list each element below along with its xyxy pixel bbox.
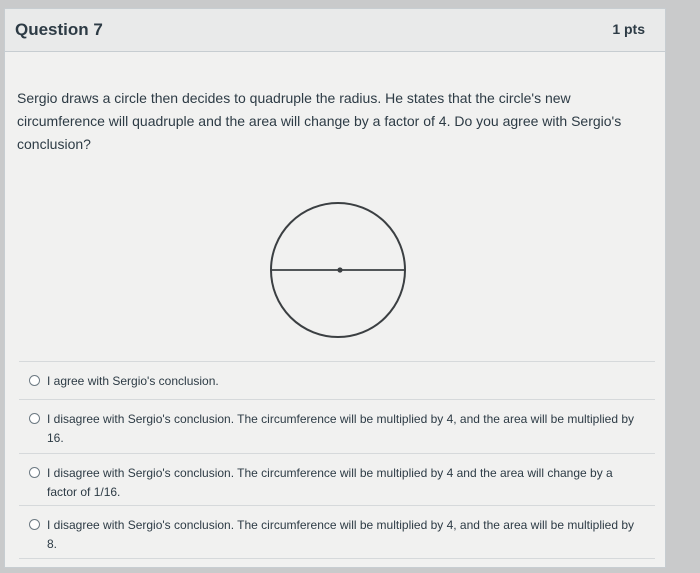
answer-option-1[interactable] <box>19 361 655 399</box>
answer-label: I disagree with Sergio's conclusion. The circumference will be multiplied by 4 and the area will change by a factor of 1/16. <box>47 466 613 499</box>
radio-button[interactable] <box>29 519 40 530</box>
radio-button[interactable] <box>29 467 40 478</box>
answer-label: I agree with Sergio's conclusion. <box>47 374 219 388</box>
answer-option-4[interactable] <box>19 505 655 559</box>
question-card <box>4 8 666 568</box>
answer-label: I disagree with Sergio's conclusion. The circumference will be multiplied by 4, and the area will be multiplied by 8. <box>47 518 635 551</box>
answer-list <box>19 361 655 559</box>
answer-label: I disagree with Sergio's conclusion. The circumference will be multiplied by 4, and the area will be multiplied by 16. <box>47 412 635 445</box>
center-point <box>337 267 342 272</box>
question-header <box>5 9 665 52</box>
question-points: 1 pts <box>612 21 645 37</box>
circle-with-diameter-icon <box>265 195 411 341</box>
question-title: Question 7 <box>15 20 103 39</box>
radio-button[interactable] <box>29 375 40 386</box>
question-text: Sergio draws a circle then decides to quadruple the radius. He states that the circle's new circumference will quadruple and the area will change by a factor of 4. Do you agree with Sergio's conclusion? <box>17 90 622 152</box>
radio-button[interactable] <box>29 413 40 424</box>
answer-option-3[interactable] <box>19 453 655 505</box>
circle-diagram <box>265 195 411 346</box>
answer-option-2[interactable] <box>19 399 655 453</box>
